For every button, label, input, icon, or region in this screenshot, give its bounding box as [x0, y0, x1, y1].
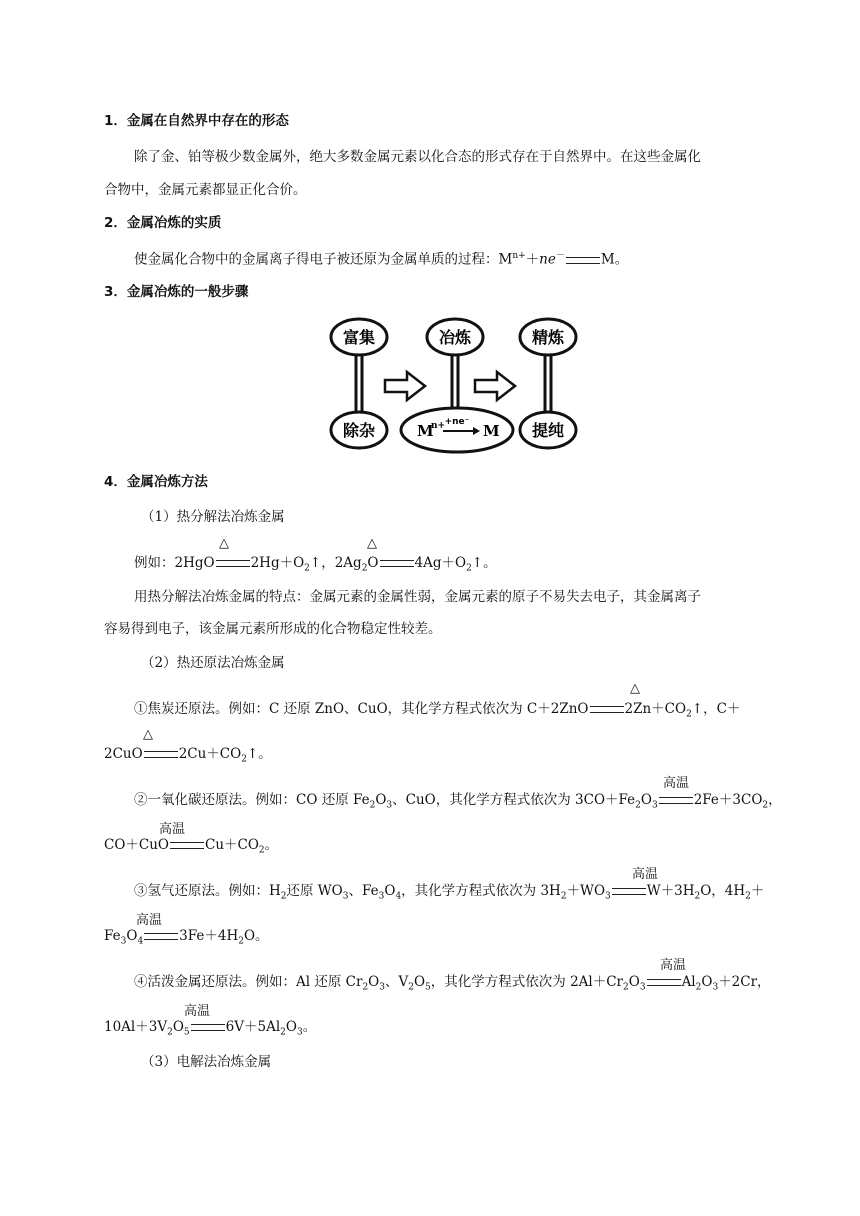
section-1-para-line2: 合物中，金属元素都显正化合价。 [104, 182, 307, 198]
condition-heat-label: △ [367, 536, 377, 551]
section-1-title: 1．金属在自然界中存在的形态 [104, 113, 289, 129]
condition-high-temp-label: 高温 [660, 958, 687, 973]
svg-text:+ne⁻: +ne⁻ [444, 417, 470, 427]
section-2-title: 2．金属冶炼的实质 [104, 215, 222, 231]
condition-high-temp-label: 高温 [663, 776, 690, 791]
smelting-steps-diagram [325, 312, 590, 458]
subsection-electrolysis: （3）电解法冶炼金属 [141, 1054, 272, 1070]
example-thermal-decomposition: 例如：2HgO $2Hg+O_2↑$，$2Ag_2O$ $4Ag+O_2↑$。 [134, 555, 497, 574]
aluminothermic-line2: $10Al+3V_2O_5$ $6V+5Al_2O_3$。 [104, 1019, 317, 1038]
svg-text:冶炼: 冶炼 [438, 328, 472, 347]
condition-high-temp-label: 高温 [184, 1004, 211, 1019]
carbon-reduction-line2: 2CuO $2Cu+CO_2↑$。 [104, 746, 272, 765]
svg-text:除杂: 除杂 [342, 421, 376, 440]
condition-heat-label: △ [143, 727, 153, 742]
svg-text:M: M [483, 422, 500, 440]
node-reduction [401, 408, 513, 452]
equals-sign [566, 257, 600, 264]
section-2-para: 使金属化合物中的金属离子得电子被还原为金属单质的过程：$M^{n+}+ne^-$ M。 [134, 251, 629, 268]
hydrogen-reduction-line2: $Fe_3O_4$ $3Fe+4H_2O$。 [104, 928, 269, 947]
co-reduction-line1: ②一氧化碳还原法。例如：CO 还原 $Fe_2O_3$、CuO，其化学方程式依次为 $3CO+Fe_2O_3$ $2Fe+3CO_2$， [134, 792, 782, 811]
thermal-feature-line2: 容易得到电子，该金属元素所形成的化合物稳定性较差。 [104, 621, 442, 637]
condition-heat-label: △ [630, 681, 640, 696]
condition-high-temp-label: 高温 [136, 913, 163, 928]
aluminothermic-line1: ④活泼金属还原法。例如：Al 还原 $Cr_2O_3$、$V_2O_5$，其化学方程式依次为 $2Al+Cr_2O_3$ $Al_2O_3+2Cr$， [134, 974, 771, 993]
svg-text:M: M [417, 422, 434, 440]
subsection-thermal-decomposition: （1）热分解法冶炼金属 [141, 509, 285, 525]
node-purify [520, 412, 576, 448]
section-4-title: 4．金属冶炼方法 [104, 474, 208, 490]
svg-text:精炼: 精炼 [531, 328, 565, 347]
svg-text:提纯: 提纯 [531, 421, 565, 440]
arrow-right-icon [475, 372, 515, 400]
co-reduction-line2: CO＋CuO $Cu+CO_2$。 [104, 837, 279, 856]
arrow-right-icon [385, 372, 425, 400]
hydrogen-reduction-line1: ③氢气还原法。例如：$H_2$还原 $WO_3$、$Fe_3O_4$，其化学方程式依次为 $3H_2+WO_3$ $W+3H_2O$，$4H_2+$ [134, 883, 765, 902]
carbon-reduction-line1: ①焦炭还原法。例如：C 还原 ZnO、CuO，其化学方程式依次为 C＋2ZnO $2Zn+CO_2↑$，C＋ [134, 701, 741, 720]
condition-high-temp-label: 高温 [159, 822, 186, 837]
thermal-feature-line1: 用热分解法冶炼金属的特点：金属元素的金属性弱，金属元素的原子不易失去电子，其金属离子 [134, 589, 701, 605]
condition-heat-label: △ [219, 536, 229, 551]
condition-high-temp-label: 高温 [632, 867, 659, 882]
section-1-para-line1: 除了金、铂等极少数金属外，绝大多数金属元素以化合态的形式存在于自然界中。在这些金属化 [134, 149, 701, 165]
node-enrich [331, 319, 387, 355]
svg-text:富集: 富集 [342, 328, 376, 347]
section-3-title: 3．金属冶炼的一般步骤 [104, 284, 249, 300]
node-refine [520, 319, 576, 355]
svg-text:n+: n+ [431, 421, 446, 431]
node-remove-impurities [331, 412, 387, 448]
node-smelt [427, 319, 483, 355]
subsection-thermal-reduction: （2）热还原法冶炼金属 [141, 655, 285, 671]
